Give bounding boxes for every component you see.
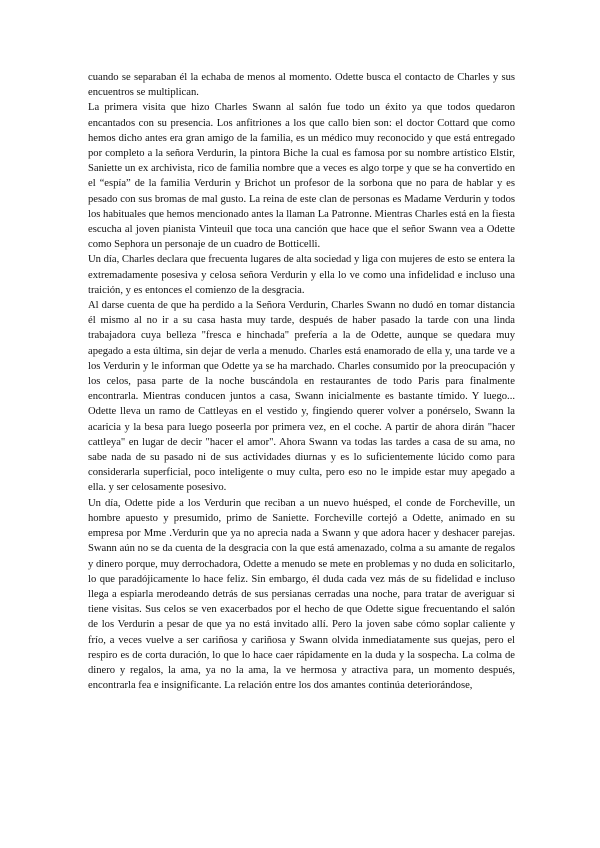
paragraph-first-visit: La primera visita que hizo Charles Swann al salón fue todo un éxito ya que todos quedaron encantados con su presencia. Los anfitriones a los que callo bien son: el doctor Cottard que como hemos dicho antes era gran amigo de la familia, es un médico muy reconocido y que está entregado por completo a la señora Verdurin, la pintora Biche la cual es famosa por su nombre artístico Elstir, Saniette un ex archivista, rico de familia nombre que a veces es algo torpe y que se ha convertido en el “espía” de la familia Verdurin y Brichot un profesor de la sorbona que no para de hablar y es pesado con sus bromas de mal gusto. La reina de este clan de personas es Madame Verdurin y todos los habituales que hemos mencionado antes la llaman La Patronne. Mientras Charles está en la fiesta escucha al joven pianista Vinteuil que toca una canción que hace que el señor Swann vea a Odette como Sephora un personaje de un cuadro de Botticelli. <box>88 102 515 251</box>
paragraph-high-society: Un día, Charles declara que frecuenta lugares de alta sociedad y liga con mujeres de esto se entera la extremadamente posesiva y celosa señora Verdurin y ella lo ve como una infidelidad e incluso una traición, y es entonces el comienzo de la desgracia. <box>88 254 515 296</box>
document-page <box>88 70 515 693</box>
paragraph-continuation: cuando se separaban él la echaba de menos al momento. Odette busca el contacto de Charles y sus encuentros se multiplican. <box>88 72 515 99</box>
paragraph-distance: Al darse cuenta de que ha perdido a la Señora Verdurin, Charles Swann no dudó en tomar distancia él mismo al no ir a su casa hasta muy tarde, después de haber pasado la tarde con una linda trabajadora cuya belleza "fresca e hinchada" prefería a la de Odette, aunque se quedara muy apegado a esta última, sin dejar de verla a menudo. Charles está enamorado de ella y, una tarde ve a los Verdurin y le informan que Odette ya se ha marchado. Charles consumido por la preocupación y los celos, pasa parte de la noche buscándola en restaurantes de todo Paris para finalmente encontrarla. Mientras conducen juntos a casa, Swann inicialmente es bastante tímido. Y luego... Odette lleva un ramo de Cattleyas en el vestido y, fingiendo querer volver a ponérselo, Swann la acaricia y la besa para luego poseerla por primera vez, en el coche. A partir de ahora dirán "hacer cattleya" en lugar de decir "hacer el amor". Ahora Swann va todas las tardes a casa de su ama, no sabe nada de su pasado ni de sus actividades diurnas y es lo suficientemente lúcido como para considerarla superficial, poco inteligente o muy culta, pero eso no le impide estar muy apegado a ella. y ser celosamente posesivo. <box>88 300 515 494</box>
paragraph-forcheville: Un día, Odette pide a los Verdurin que reciban a un nuevo huésped, el conde de Forcheville, un hombre apuesto y presumido, primo de Saniette. Forcheville cortejó a Odette, animado en su empresa por Mme .Verdurin que ya no aprecia nada a Swann y que adora hacer y deshacer parejas. Swann aún no se da cuenta de la desgracia con la que está amenazado, colma a su amante de regalos y dinero porque, muy derrochadora, Odette a menudo se mete en problemas y no duda en solicitarlo, lo que paradójicamente lo hace feliz. Sin embargo, él duda cada vez más de su fidelidad e incluso llega a espiarla merodeando detrás de sus persianas cerradas una noche, para tratar de averiguar si tiene visitas. Sus celos se ven exacerbados por el hecho de que Odette sigue frecuentando el salón de los Verdurin a pesar de que ya no está invitado allí. Pero la joven sabe cómo soplar caliente y frío, a veces vuelve a ser cariñosa y cariñosa y Swann olvida inmediatamente sus quejas, pero el respiro es de corta duración, lo que lo hace caer rápidamente en la duda y la sospecha. La colma de dinero y regalos, la ama, ya no la ama, la ve hermosa y atractiva para, un momento después, encontrarla fea e insignificante. La relación entre los dos amantes continúa deteriorándose, <box>88 497 515 692</box>
